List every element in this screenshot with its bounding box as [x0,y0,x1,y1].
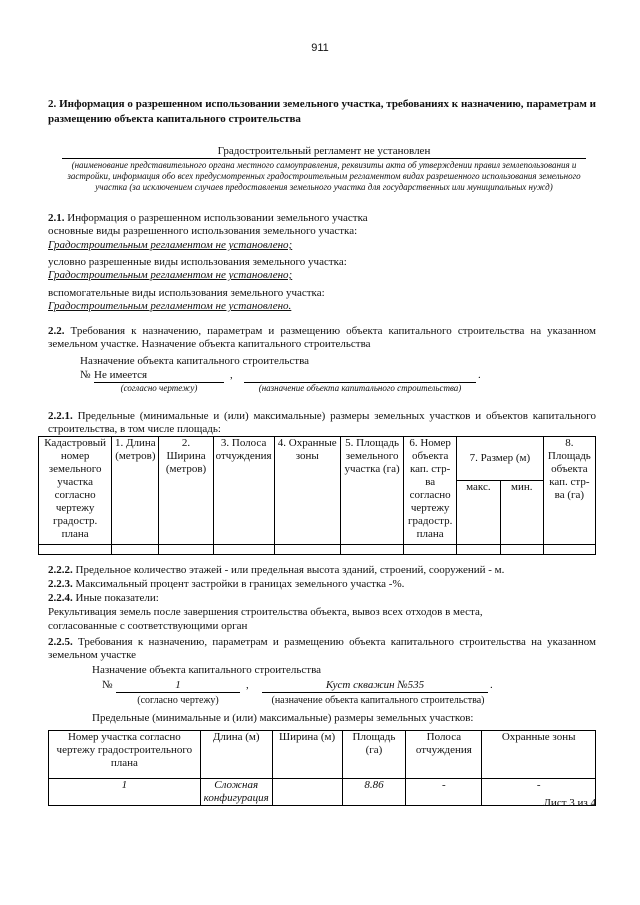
section-heading: 2. Информация о разрешенном использовании земельного участка, требованиях к назначению, параметрам и размещению объекта капитального строительства [48,98,596,125]
s225-no-caption: (согласно чертежу) [137,695,219,706]
s21-title: 2.1. Информация о разрешенном использовании земельного участка [48,212,368,224]
header-width: Ширина (м) [272,731,342,779]
s21-aux-value: Градостроительным регламентом не установлено. [48,300,292,312]
header-size: 7. Размер (м) [456,437,543,481]
plot-size-table [48,730,596,806]
sheet-footer: Лист 3 из 4 [543,797,596,809]
header-object-number: 6. Номер объекта кап. стр-ва согласно чертежу градостр. плана [404,437,457,545]
cell-alienation: - [406,779,482,806]
s21-main-label: основные виды разрешенного использования земельного участка: [48,225,358,237]
table-cell [213,545,274,555]
s225-purpose-caption: (назначение объекта капитального строительства) [271,695,485,706]
page-number: 911 [311,42,329,54]
table-cell [112,545,159,555]
header-width: 2. Ширина (метров) [159,437,213,545]
s22-purpose-value-line [244,369,476,383]
cell-protection: - [482,779,596,806]
table-cell [500,545,543,555]
s225-limits-text: Предельные (минимальные и (или) максимальные) размеры земельных участков: [92,712,474,724]
s225-no-label: № [102,679,113,691]
header-alienation: Полоса отчуждения [406,731,482,779]
s225-purpose-value: Куст скважин №535 [262,679,488,693]
table-cell [404,545,457,555]
table-cell [543,545,595,555]
s224-line2: согласованные с соответствующими орган [48,620,248,632]
s222-text: 2.2.2. Предельное количество этажей - или предельная высота зданий, строений, сооружений - м. [48,564,505,576]
s225-purpose-label: Назначение объекта капитального строительства [92,664,322,676]
s22-no-label: № [80,369,91,381]
cell-plot-number: 1 [49,779,201,806]
table-cell [456,545,500,555]
s22-purpose-caption: (назначение объекта капитального строительства) [258,383,462,393]
header-cadastral: Кадастровый номер земельного участка согласно чертежу градостр. плана [39,437,112,545]
header-length: 1. Длина (метров) [112,437,159,545]
regulation-note: (наименование представительного органа местного самоуправления, реквизиты акта об утверждении правил землепользования и застройки, информация обо всех предусмотренных градостроительным регламентом видах разрешенного использования земельного участка (за исключением случаев предоставления земельного участка для государственных или муниципальных нужд) [67,160,581,192]
subheader-min: мин. [500,481,543,545]
header-protection: 4. Охранные зоны [274,437,340,545]
cell-length: Сложная конфигурация [200,779,272,806]
header-alienation: 3. Полоса отчуждения [213,437,274,545]
s224-line1: Рекультивация земель после завершения строительства объекта, вывоз всех отходов в места, [48,606,483,618]
header-protection: Охранные зоны [482,731,596,779]
header-plot-number: Номер участка согласно чертежу градостроительного плана [49,731,201,779]
s21-cond-value: Градостроительным регламентом не установлено; [48,269,293,281]
s225-dot: . [490,679,493,691]
table-cell [159,545,213,555]
table-cell [274,545,340,555]
s22-no-caption: (согласно чертежу) [120,383,198,393]
s225-text: 2.2.5. Требования к назначению, параметрам и размещению объекта капитального строительства на указанном земельном участке [48,636,596,661]
s224-text: 2.2.4. Иные показатели: [48,592,159,604]
s22-no-value: Не имеется [94,369,224,383]
cell-area: 8.86 [342,779,406,806]
cell-width [272,779,342,806]
s225-no-value: 1 [116,679,240,693]
header-area: Площадь (га) [342,731,406,779]
s223-text: 2.2.3. Максимальный процент застройки в границах земельного участка -%. [48,578,405,590]
table-cell [340,545,404,555]
subheader-max: макс. [456,481,500,545]
s22-dot: . [478,369,481,381]
s22-text: 2.2. Требования к назначению, параметрам и размещению объекта капитального строительства на указанном земельном участке. Назначение объекта капитального строительства [48,325,596,350]
s21-main-value: Градостроительным регламентом не установлено; [48,239,293,251]
s22-purpose-label: Назначение объекта капитального строительства [80,355,310,367]
header-length: Длина (м) [200,731,272,779]
regulation-line: Градостроительный регламент не установлен [62,145,586,159]
s21-aux-label: вспомогательные виды использования земельного участка: [48,287,325,299]
header-object-area: 8. Площадь объекта кап. стр-ва (га) [543,437,595,545]
s21-cond-label: условно разрешенные виды использования земельного участка: [48,256,347,268]
s22-comma: , [230,369,233,381]
header-area: 5. Площадь земельного участка (га) [340,437,404,545]
s221-text: 2.2.1. Предельные (минимальные и (или) максимальные) размеры земельных участков и объектов капитального строительства, в том числе площадь: [48,410,596,435]
s225-comma: , [246,679,249,691]
size-table [38,436,596,555]
table-cell [39,545,112,555]
